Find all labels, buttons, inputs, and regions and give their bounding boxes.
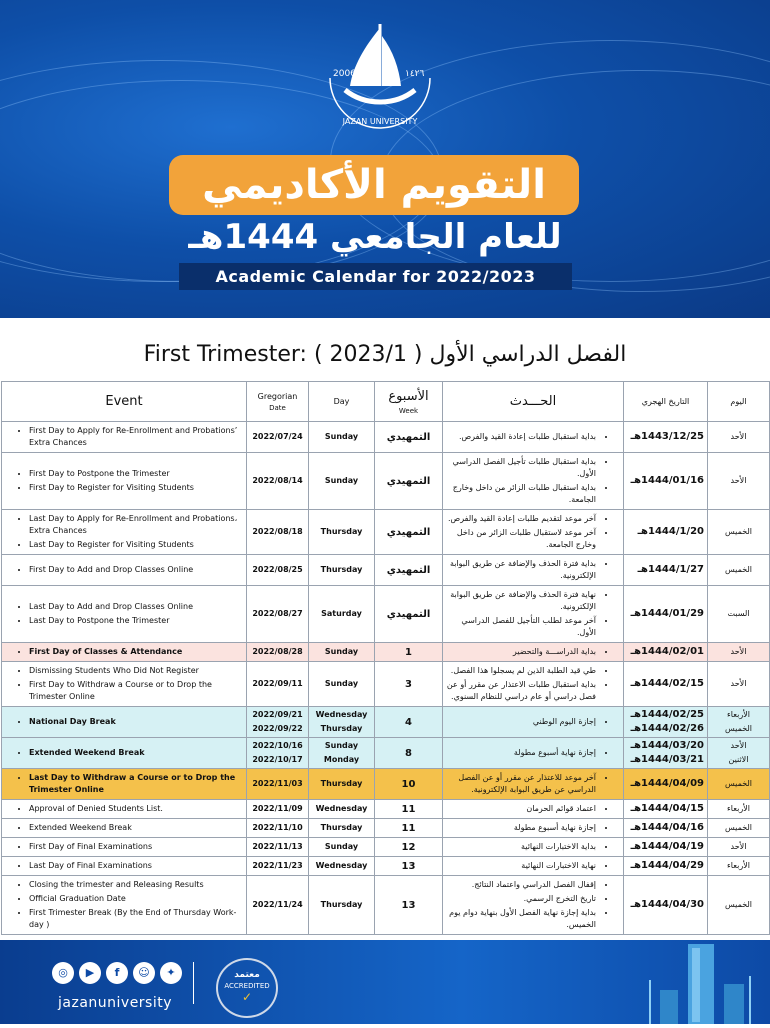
table-row: [2, 643, 770, 662]
table-row: [2, 738, 770, 769]
day-name: [309, 586, 375, 643]
list-item: • نهاية فترة الحذف والإضافة عن طريق البوابة الإلكترونية.: [446, 589, 596, 613]
week-value: التمهيدي: [375, 453, 443, 510]
list-item: • تاريخ التخرج الرسمي.: [446, 893, 596, 905]
list-item: • بداية الاختبارات النهائية: [446, 841, 596, 853]
calendar-table: [1, 381, 770, 935]
day-arabic-value: الخميس: [724, 565, 753, 574]
cell-en: [2, 510, 247, 555]
week-value: 4: [375, 707, 443, 738]
accredited-badge: معتمد ACCREDITED ✓: [216, 958, 278, 1018]
week-value: التمهيدي: [375, 586, 443, 643]
facebook-icon[interactable]: f: [106, 962, 128, 984]
day-arabic-value: الأحد: [730, 679, 747, 688]
day-arabic-value: الخميس: [724, 527, 753, 536]
list-item: • آخر موعد للاعتذار عن مقرر أو عن الفصل الدراسي عن طريق البوابة الإلكترونية.: [446, 772, 596, 796]
instagram-icon[interactable]: ◎: [52, 962, 74, 984]
hijri-date: [624, 819, 708, 838]
day-arabic-value: الخميس: [724, 724, 753, 733]
gregorian-date: [247, 662, 309, 707]
title-english: Academic Calendar for 2022/2023: [179, 263, 572, 290]
gregorian-date-value: 2022/11/10: [252, 823, 303, 832]
hijri-date-value: 1444/01/29هـ: [630, 608, 704, 619]
university-logo: [305, 16, 455, 136]
hijri-date: [624, 857, 708, 876]
header-gregorian-date: Gregorian Date: [247, 382, 309, 422]
list-item: • آخر موعد لاستقبال طلبات الزائر من داخل وخارج الجامعة.: [446, 527, 596, 551]
cell-en: [2, 662, 247, 707]
list-item: • First Day to Apply for Re-Enrollment and Probations’ Extra Chances: [29, 425, 243, 449]
day-name: [309, 769, 375, 800]
cell-ar: [443, 838, 624, 857]
day-arabic-value: الأربعاء: [727, 861, 750, 870]
day-name: [309, 643, 375, 662]
list-item: • بداية إجازة نهاية الفصل الأول بنهاية دوام يوم الخميس.: [446, 907, 596, 931]
day-name: [309, 819, 375, 838]
day-name: [309, 422, 375, 453]
gregorian-date-value: 2022/10/16: [252, 741, 303, 750]
list-item: • Last Day to Register for Visiting Students: [29, 539, 243, 551]
gregorian-date-value: 2022/09/21: [252, 710, 303, 719]
day-name: [309, 876, 375, 935]
table-row: [2, 800, 770, 819]
footer-divider: [193, 962, 194, 1004]
day-name: [309, 800, 375, 819]
table-row: [2, 453, 770, 510]
day-name: [309, 510, 375, 555]
cell-ar: [443, 707, 624, 738]
week-value: التمهيدي: [375, 510, 443, 555]
list-item: • اعتماد قوائم الحرمان: [446, 803, 596, 815]
list-item: • Last Day to Postpone the Trimester: [29, 615, 243, 627]
header-day: Day: [309, 382, 375, 422]
hijri-date: [624, 422, 708, 453]
hijri-date: [624, 876, 708, 935]
cell-en: [2, 586, 247, 643]
list-item: • نهاية الاختبارات النهائية: [446, 860, 596, 872]
cell-en: [2, 857, 247, 876]
list-item: • Closing the trimester and Releasing Results: [29, 879, 243, 891]
day-arabic-value: الاثنين: [728, 755, 749, 764]
list-item: • Dismissing Students Who Did Not Register: [29, 665, 243, 677]
list-item: • إجازة نهاية أسبوع مطولة: [446, 822, 596, 834]
hijri-date: [624, 662, 708, 707]
day-arabic-value: الأحد: [730, 842, 747, 851]
gregorian-date-value: 2022/08/18: [252, 527, 303, 536]
header-banner: [0, 0, 770, 318]
table-row: [2, 876, 770, 935]
cell-ar: [443, 586, 624, 643]
day-arabic: [708, 586, 770, 643]
list-item: • Last Day to Add and Drop Classes Online: [29, 601, 243, 613]
day-arabic: [708, 453, 770, 510]
day-name-value: Sunday: [324, 476, 359, 485]
table-row: [2, 819, 770, 838]
hijri-date: [624, 586, 708, 643]
list-item: • Last Day to Withdraw a Course or to Drop the Trimester Online: [29, 772, 243, 796]
list-item: • Extended Weekend Break: [29, 822, 243, 834]
day-arabic-value: الخميس: [724, 779, 753, 788]
list-item: • بداية استقبال طلبات الاعتذار عن مقرر أو عن فصل دراسي أو عام دراسي للنظام السنوي.: [446, 679, 596, 703]
list-item: • إجازة اليوم الوطني: [446, 716, 596, 728]
hijri-date: [624, 738, 708, 769]
day-arabic-value: السبت: [727, 609, 750, 618]
hijri-date-value: 1444/04/19هـ: [630, 841, 704, 852]
header-event-arabic: الحـــدث: [443, 382, 624, 422]
gregorian-date: [247, 643, 309, 662]
table-row: [2, 769, 770, 800]
header-event: Event: [2, 382, 247, 422]
hijri-date-value: 1444/02/26هـ: [630, 723, 704, 734]
gregorian-date-value: 2022/07/24: [252, 432, 303, 441]
week-value: 11: [375, 819, 443, 838]
day-name-value: Thursday: [320, 527, 363, 536]
table-row: [2, 857, 770, 876]
list-item: • Official Graduation Date: [29, 893, 243, 905]
list-item: • إقفال الفصل الدراسي واعتماد النتائج.: [446, 879, 596, 891]
gregorian-date-value: 2022/08/27: [252, 609, 303, 618]
gregorian-date: [247, 819, 309, 838]
hijri-date-value: 1444/02/01هـ: [630, 646, 704, 657]
list-item: • بداية استقبال طلبات إعادة القيد والفرص.: [446, 431, 596, 443]
day-name-value: Thursday: [320, 779, 363, 788]
social-handle: jazanuniversity: [58, 995, 173, 1011]
title-academic-year: للعام الجامعي 1444هـ: [188, 217, 562, 257]
cell-ar: [443, 857, 624, 876]
gregorian-date: [247, 800, 309, 819]
week-value: التمهيدي: [375, 422, 443, 453]
gregorian-date: [247, 838, 309, 857]
hijri-date-value: 1444/1/27هـ: [637, 564, 704, 575]
day-name-value: Wednesday: [315, 710, 368, 719]
cell-en: [2, 800, 247, 819]
day-name-value: Sunday: [324, 679, 359, 688]
day-name-value: Saturday: [321, 609, 362, 618]
cell-en: [2, 453, 247, 510]
week-value: 13: [375, 876, 443, 935]
day-name-value: Wednesday: [315, 804, 368, 813]
gregorian-date-value: 2022/09/22: [252, 724, 303, 733]
table-header-row: [2, 382, 770, 422]
day-name-value: Thursday: [320, 823, 363, 832]
gregorian-date-value: 2022/08/25: [252, 565, 303, 574]
day-arabic: [708, 819, 770, 838]
gregorian-date: [247, 453, 309, 510]
table-row: [2, 662, 770, 707]
svg-text:١٤٢٦: ١٤٢٦: [405, 69, 425, 79]
gregorian-date: [247, 586, 309, 643]
gregorian-date-value: 2022/11/13: [252, 842, 303, 851]
hijri-date-value: 1444/04/15هـ: [630, 803, 704, 814]
week-value: 8: [375, 738, 443, 769]
list-item: • بداية الدراســـة والتحضير: [446, 646, 596, 658]
day-name: [309, 555, 375, 586]
gregorian-date: [247, 738, 309, 769]
cell-ar: [443, 662, 624, 707]
table-row: [2, 510, 770, 555]
hijri-date-value: 1444/04/30هـ: [630, 899, 704, 910]
day-arabic: [708, 555, 770, 586]
day-arabic: [708, 857, 770, 876]
cell-en: [2, 643, 247, 662]
week-value: 13: [375, 857, 443, 876]
week-value: 12: [375, 838, 443, 857]
hijri-date: [624, 510, 708, 555]
list-item: • بداية فترة الحذف والإضافة عن طريق البوابة الإلكترونية.: [446, 558, 596, 582]
list-item: • Last Day of Final Examinations: [29, 860, 243, 872]
hijri-date-value: 1444/04/29هـ: [630, 860, 704, 871]
week-value: التمهيدي: [375, 555, 443, 586]
hijri-date-value: 1444/02/15هـ: [630, 678, 704, 689]
week-value: 3: [375, 662, 443, 707]
gregorian-date-value: 2022/10/17: [252, 755, 303, 764]
list-item: • Approval of Denied Students List.: [29, 803, 243, 815]
day-name-value: Sunday: [324, 741, 359, 750]
day-arabic-value: الخميس: [724, 900, 753, 909]
gregorian-date-value: 2022/11/24: [252, 900, 303, 909]
svg-text:JAZAN UNIVERSITY: JAZAN UNIVERSITY: [342, 117, 418, 126]
day-arabic: [708, 800, 770, 819]
day-name: [309, 453, 375, 510]
hijri-date-value: 1444/04/09هـ: [630, 778, 704, 789]
header-day-arabic: اليوم: [708, 382, 770, 422]
gregorian-date: [247, 769, 309, 800]
hijri-date: [624, 800, 708, 819]
day-arabic: [708, 769, 770, 800]
day-name: [309, 838, 375, 857]
list-item: • آخر موعد لتقديم طلبات إعادة القيد والفرص.: [446, 513, 596, 525]
day-arabic-value: الأحد: [730, 647, 747, 656]
list-item: • طي قيد الطلبة الذين لم يسجلوا هذا الفصل.: [446, 665, 596, 677]
day-name-value: Thursday: [320, 724, 363, 733]
day-arabic-value: الأربعاء: [727, 710, 750, 719]
day-arabic-value: الأحد: [730, 432, 747, 441]
day-name-value: Thursday: [320, 565, 363, 574]
list-item: • First Day to Postpone the Trimester: [29, 468, 243, 480]
twitter-icon[interactable]: ✦: [160, 962, 182, 984]
snapchat-icon[interactable]: ☺: [133, 962, 155, 984]
calendar-body: [2, 422, 770, 935]
day-name: [309, 857, 375, 876]
title-arabic: التقويم الأكاديمي: [169, 155, 579, 215]
cell-en: [2, 838, 247, 857]
cell-en: [2, 555, 247, 586]
week-value: 11: [375, 800, 443, 819]
cell-ar: [443, 738, 624, 769]
cell-en: [2, 769, 247, 800]
gregorian-date-value: 2022/09/11: [252, 679, 303, 688]
list-item: • إجازة نهاية أسبوع مطولة: [446, 747, 596, 759]
day-name: [309, 738, 375, 769]
table-row: [2, 838, 770, 857]
cell-en: [2, 876, 247, 935]
hijri-date-value: 1444/01/16هـ: [630, 475, 704, 486]
day-name-value: Wednesday: [315, 861, 368, 870]
table-row: [2, 555, 770, 586]
cell-en: [2, 707, 247, 738]
day-arabic-value: الخميس: [724, 823, 753, 832]
cell-ar: [443, 876, 624, 935]
day-arabic-value: الأحد: [730, 476, 747, 485]
table-row: [2, 586, 770, 643]
university-tower-graphic: [640, 940, 760, 1024]
cell-en: [2, 738, 247, 769]
section-title: First Trimester: ( 2023/1 ) الفصل الدراسي الأول: [143, 342, 627, 367]
cell-ar: [443, 800, 624, 819]
list-item: • National Day Break: [29, 716, 243, 728]
hijri-date: [624, 707, 708, 738]
gregorian-date-value: 2022/08/14: [252, 476, 303, 485]
hijri-date: [624, 838, 708, 857]
list-item: • First Day of Final Examinations: [29, 841, 243, 853]
cell-en: [2, 422, 247, 453]
week-value: 10: [375, 769, 443, 800]
table-row: [2, 707, 770, 738]
list-item: • بداية استقبال طلبات تأجيل الفصل الدراسي الأول.: [446, 456, 596, 480]
hijri-date-value: 1443/12/25هـ: [630, 431, 704, 442]
cell-ar: [443, 510, 624, 555]
header-hijri-date: التاريخ الهجري: [624, 382, 708, 422]
cell-ar: [443, 643, 624, 662]
gregorian-date: [247, 422, 309, 453]
cell-ar: [443, 769, 624, 800]
day-arabic-value: الأربعاء: [727, 804, 750, 813]
list-item: • First Day to Withdraw a Course or to Drop the Trimester Online: [29, 679, 243, 703]
youtube-icon[interactable]: ▶: [79, 962, 101, 984]
list-item: • First Day to Add and Drop Classes Online: [29, 564, 243, 576]
footer: [0, 940, 770, 1024]
hijri-date: [624, 453, 708, 510]
header-week: الأسبوع Week: [375, 382, 443, 422]
gregorian-date: [247, 857, 309, 876]
day-arabic: [708, 838, 770, 857]
day-arabic-value: الأحد: [730, 741, 747, 750]
gregorian-date: [247, 876, 309, 935]
cell-ar: [443, 819, 624, 838]
week-value: 1: [375, 643, 443, 662]
day-name: [309, 662, 375, 707]
gregorian-date: [247, 707, 309, 738]
list-item: • First Day to Register for Visiting Students: [29, 482, 243, 494]
gregorian-date-value: 2022/11/09: [252, 804, 303, 813]
gregorian-date-value: 2022/11/03: [252, 779, 303, 788]
day-name-value: Sunday: [324, 842, 359, 851]
gregorian-date-value: 2022/08/28: [252, 647, 303, 656]
hijri-date-value: 1444/1/20هـ: [637, 526, 704, 537]
gregorian-date: [247, 555, 309, 586]
hijri-date: [624, 643, 708, 662]
svg-text:2006: 2006: [333, 69, 356, 79]
cell-en: [2, 819, 247, 838]
cell-ar: [443, 453, 624, 510]
day-name-value: Sunday: [324, 647, 359, 656]
day-arabic: [708, 662, 770, 707]
day-arabic: [708, 422, 770, 453]
day-name: [309, 707, 375, 738]
gregorian-date-value: 2022/11/23: [252, 861, 303, 870]
hijri-date-value: 1444/03/21هـ: [630, 754, 704, 765]
day-arabic: [708, 643, 770, 662]
cell-ar: [443, 555, 624, 586]
cell-ar: [443, 422, 624, 453]
day-name-value: Monday: [323, 755, 360, 764]
day-name-value: Sunday: [324, 432, 359, 441]
day-arabic: [708, 876, 770, 935]
hijri-date: [624, 769, 708, 800]
list-item: • First Day of Classes & Attendance: [29, 646, 243, 658]
day-name-value: Thursday: [320, 900, 363, 909]
day-arabic: [708, 510, 770, 555]
list-item: • Extended Weekend Break: [29, 747, 243, 759]
list-item: • بداية استقبال طلبات الزائر من داخل وخارج الجامعة.: [446, 482, 596, 506]
list-item: • Last Day to Apply for Re-Enrollment and Probations، Extra Chances: [29, 513, 243, 537]
table-row: [2, 422, 770, 453]
list-item: • آخر موعد لطلب التأجيل للفصل الدراسي الأول.: [446, 615, 596, 639]
gregorian-date: [247, 510, 309, 555]
hijri-date-value: 1444/03/20هـ: [630, 740, 704, 751]
hijri-date-value: 1444/04/16هـ: [630, 822, 704, 833]
hijri-date: [624, 555, 708, 586]
list-item: • First Trimester Break (By the End of Thursday Work-day ): [29, 907, 243, 931]
day-arabic: [708, 738, 770, 769]
hijri-date-value: 1444/02/25هـ: [630, 709, 704, 720]
day-arabic: [708, 707, 770, 738]
